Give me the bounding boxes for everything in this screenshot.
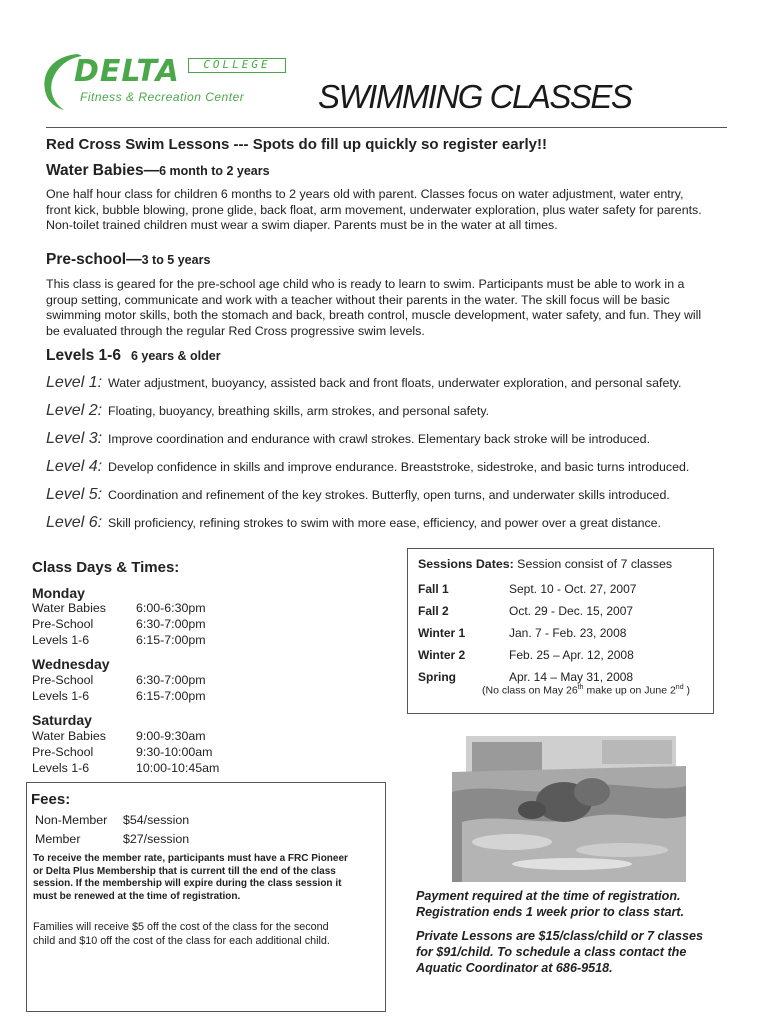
saturday-schedule <box>32 729 219 776</box>
class-name: Water Babies <box>32 601 106 615</box>
note-part: ) <box>683 684 691 697</box>
fee-row <box>35 813 189 827</box>
page-title: SWIMMING CLASSES <box>318 78 632 115</box>
session-name: Winter 2 <box>418 648 466 662</box>
levels-age: 6 years & older <box>130 349 221 363</box>
level-row <box>46 402 489 420</box>
level-row <box>46 486 670 504</box>
session-row <box>418 626 626 640</box>
class-days-title: Class Days & Times: <box>32 559 180 576</box>
schedule-row <box>32 601 206 617</box>
private-line: Aquatic Coordinator at 686-9518. <box>416 961 613 975</box>
class-time: 9:30-10:00am <box>136 744 213 759</box>
session-row <box>418 670 633 684</box>
levels-heading <box>46 347 221 365</box>
water-babies-heading <box>46 162 270 180</box>
level-name: Level 6: <box>46 514 103 531</box>
note-line: child and $10 off the cost of the class for each additional child. <box>33 935 330 947</box>
note-line: Families will receive $5 off the cost of the class for the second <box>33 921 329 933</box>
level-name: Level 1: <box>46 374 103 391</box>
class-name: Water Babies <box>32 729 106 743</box>
preschool-title: Pre-school— <box>46 251 142 268</box>
private-line: Private Lessons are $15/class/child or 7 classes <box>416 929 704 943</box>
session-dates: Oct. 29 - Dec. 15, 2007 <box>509 604 634 618</box>
para-line: Non-toilet trained children must wear a swim diaper. Parents must be in the water at all times. <box>46 218 558 232</box>
fee-name: Non-Member <box>35 813 108 827</box>
session-name: Spring <box>418 670 456 684</box>
session-dates: Apr. 14 – May 31, 2008 <box>509 670 634 684</box>
fee-price: $27/session <box>123 832 190 846</box>
day-monday: Monday <box>32 585 85 601</box>
preschool-heading <box>46 251 210 269</box>
note-line: To receive the member rate, participants must have a FRC Pioneer <box>33 853 348 864</box>
level-name: Level 2: <box>46 402 103 419</box>
session-dates: Jan. 7 - Feb. 23, 2008 <box>509 626 627 640</box>
private-lessons-note <box>416 928 703 976</box>
logo-college: COLLEGE <box>188 58 286 73</box>
para-line: front kick, bubble blowing, prone glide, back float, arm movement, underwater exploration, plus water safety for parents. <box>46 202 702 217</box>
para-line: be evaluated through the regular Red Cross progressive swim levels. <box>46 323 425 338</box>
schedule-row <box>32 633 206 649</box>
title-divider <box>46 127 727 128</box>
schedule-row <box>32 745 219 761</box>
class-name: Levels 1-6 <box>32 688 90 703</box>
session-dates: Feb. 25 – Apr. 12, 2008 <box>509 648 634 662</box>
note-part: make up on June 2 <box>583 684 676 697</box>
sessions-box <box>407 548 714 714</box>
payment-line: Payment required at the time of registration. <box>416 889 681 903</box>
water-babies-description <box>46 187 730 234</box>
fees-title: Fees: <box>31 791 71 808</box>
session-name: Fall 1 <box>418 582 449 596</box>
level-name: Level 4: <box>46 458 103 475</box>
level-row <box>46 374 682 392</box>
payment-note <box>416 888 684 920</box>
level-description: Improve coordination and endurance with crawl strokes. Elementary back stroke will be introduced. <box>108 432 651 446</box>
class-time: 9:00-9:30am <box>136 729 206 743</box>
schedule-row <box>32 761 219 777</box>
schedule-row <box>32 729 219 745</box>
schedule-row <box>32 617 206 633</box>
class-time: 6:30-7:00pm <box>136 616 206 631</box>
session-name: Fall 2 <box>418 604 449 618</box>
level-description: Skill proficiency, refining strokes to swim with more ease, efficiency, and power over a great distance. <box>108 516 662 530</box>
schedule-row <box>32 673 206 689</box>
para-line: swimming motor skills, both the stomach and back, breath control, muscle development, water safety, and fun. They will <box>46 308 702 322</box>
note-sup: th <box>577 684 584 691</box>
levels-title: Levels 1-6 <box>46 347 121 364</box>
fee-price: $54/session <box>123 813 190 827</box>
session-row <box>418 582 636 596</box>
session-row <box>418 648 634 662</box>
note-line: or Delta Plus Membership that is current till the end of the class <box>33 865 336 877</box>
level-row <box>46 430 650 448</box>
level-description: Floating, buoyancy, breathing skills, arm strokes, and personal safety. <box>108 404 490 418</box>
class-time: 6:15-7:00pm <box>136 632 206 647</box>
schedule-row <box>32 689 206 705</box>
note-line: must be renewed at the time of registration. <box>33 890 241 902</box>
level-description: Coordination and refinement of the key strokes. Butterfly, open turns, and underwater skills introduced. <box>108 488 670 502</box>
class-name: Pre-School <box>32 616 94 631</box>
logo-subtitle: Fitness & Recreation Center <box>80 90 245 104</box>
day-wednesday: Wednesday <box>32 656 110 672</box>
class-name: Pre-School <box>32 673 94 687</box>
day-saturday: Saturday <box>32 712 92 728</box>
class-time: 6:00-6:30pm <box>136 601 206 615</box>
level-description: Water adjustment, buoyancy, assisted back and front floats, underwater exploration, and personal safety. <box>108 376 682 390</box>
monday-schedule <box>32 601 206 648</box>
private-line: for $91/child. To schedule a class contact the <box>416 945 687 959</box>
session-row <box>418 604 633 618</box>
class-time: 6:30-7:00pm <box>136 673 206 687</box>
wednesday-schedule <box>32 673 206 705</box>
session-note <box>482 684 690 697</box>
level-name: Level 3: <box>46 430 103 447</box>
water-babies-title: Water Babies— <box>46 162 160 179</box>
logo-word: DELTA <box>74 54 180 89</box>
payment-line: Registration ends 1 week prior to class start. <box>416 905 685 919</box>
membership-note <box>33 853 383 903</box>
level-row <box>46 514 661 532</box>
sessions-title <box>418 557 672 571</box>
class-time: 6:15-7:00pm <box>136 688 206 703</box>
swimming-photo <box>452 732 686 882</box>
session-name: Winter 1 <box>418 626 466 640</box>
sessions-title-label: Sessions Dates: <box>418 557 514 571</box>
level-name: Level 5: <box>46 486 103 503</box>
note-line: session. If the membership will expire during the class session it <box>33 878 342 889</box>
session-dates: Sept. 10 - Oct. 27, 2007 <box>509 582 637 596</box>
intro-heading: Red Cross Swim Lessons --- Spots do fill up quickly so register early!! <box>46 136 547 153</box>
class-name: Levels 1-6 <box>32 760 90 775</box>
level-row <box>46 458 689 476</box>
preschool-description <box>46 277 730 339</box>
para-line: One half hour class for children 6 months to 2 years old with parent. Classes focus on water adjustment, water entry, <box>46 187 684 201</box>
delta-college-logo <box>38 48 271 114</box>
class-time: 10:00-10:45am <box>136 760 220 775</box>
para-line: This class is geared for the pre-school age child who is ready to learn to swim. Participants must be able to work in a <box>46 277 685 291</box>
family-discount-note <box>33 920 383 948</box>
level-description: Develop confidence in skills and improve endurance. Breaststroke, sidestroke, and basic turns introduced. <box>108 460 690 474</box>
note-sup: nd <box>675 684 684 691</box>
sessions-title-detail: Session consist of 7 classes <box>513 557 673 571</box>
fee-row <box>35 832 189 846</box>
fee-name: Member <box>35 832 81 846</box>
note-part: (No class on May 26 <box>482 684 578 697</box>
water-babies-age: 6 month to 2 years <box>159 164 270 178</box>
class-name: Pre-School <box>32 744 94 759</box>
para-line: group setting, communicate and work with a teacher without their parents in the water. The skill focus will be basic <box>46 292 670 307</box>
class-name: Levels 1-6 <box>32 632 90 647</box>
preschool-age: 3 to 5 years <box>141 253 211 267</box>
fees-box <box>26 782 386 1012</box>
